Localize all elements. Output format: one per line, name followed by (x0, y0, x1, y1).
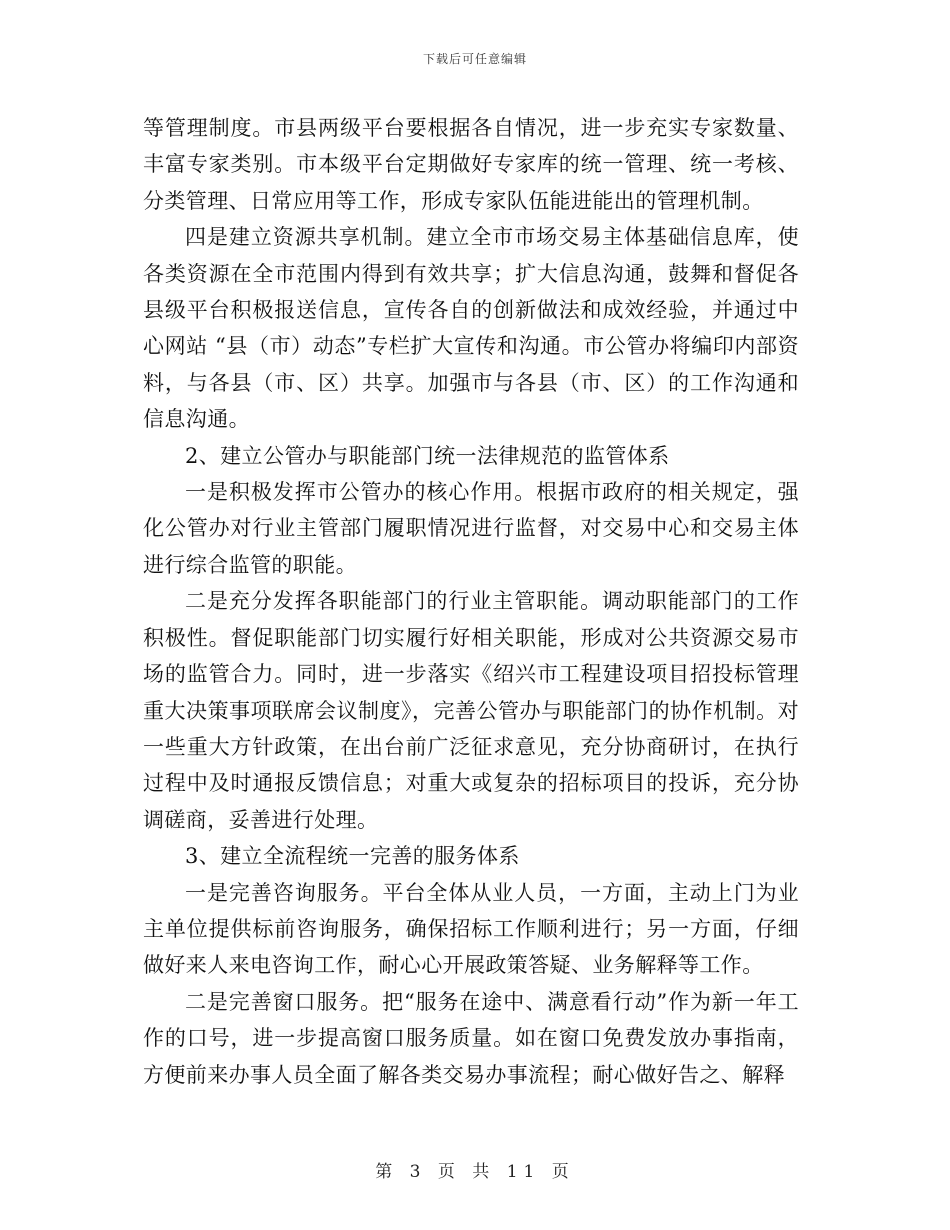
paragraph-1: 等管理制度。市县两级平台要根据各自情况，进一步充实专家数量、丰富专家类别。市本级平台定期做好专家库的统一管理、统一考核、分类管理、日常应用等工作，形成专家队伍能进能出的管理机制。 (143, 116, 799, 213)
paragraph-6: 二是完善窗口服务。把“服务在途中、满意看行动”作为新一年工作的口号，进一步提高窗口服务质量。如在窗口免费发放办事指南，方便前来办事人员全面了解各类交易办事流程；耐心做好告之、解释 (143, 989, 799, 1087)
paragraph-5: 一是完善咨询服务。平台全体从业人员，一方面，主动上门为业主单位提供标前咨询服务，确保招标工作顺利进行；另一方面，仔细做好来人来电咨询工作，耐心心开展政策答疑、业务解释等工作。 (143, 880, 799, 978)
page-header: 下载后可任意编辑 (422, 52, 527, 66)
paragraph-3: 一是积极发挥市公管办的核心作用。根据市政府的相关规定，强化公管办对行业主管部门履职情况进行监督，对交易中心和交易主体进行综合监管的职能。 (143, 480, 799, 577)
section-heading-2: 2、建立公管办与职能部门统一法律规范的监管体系 (185, 443, 670, 468)
section-heading-3: 3、建立全流程统一完善的服务体系 (185, 844, 520, 869)
document-body (143, 110, 799, 1093)
paragraph-4: 二是充分发挥各职能部门的行业主管职能。调动职能部门的工作积极性。督促职能部门切实履行好相关职能，形成对公共资源交易市场的监管合力。同时，进一步落实《绍兴市工程建设项目招投标管理重大决策事项联席会议制度》，完善公管办与职能部门的协作机制。对一些重大方针政策，在出台前广泛征求意见，充分协商研讨，在执行过程中及时通报反馈信息；对重大或复杂的招标项目的投诉，充分协调磋商，妥善进行处理。 (143, 589, 799, 832)
page-number-footer: 第 3 页 共 11 页 (375, 1162, 575, 1182)
paragraph-2: 四是建立资源共享机制。建立全市市场交易主体基础信息库，使各类资源在全市范围内得到有效共享；扩大信息沟通，鼓舞和督促各县级平台积极报送信息，宣传各自的创新做法和成效经验，并通过中心网站 “县（市）动态”专栏扩大宣传和沟通。市公管办将编印内部资料，与各县（市、区）共享。加强市与各县（市、区）的工作沟通和信息沟通。 (143, 225, 799, 432)
